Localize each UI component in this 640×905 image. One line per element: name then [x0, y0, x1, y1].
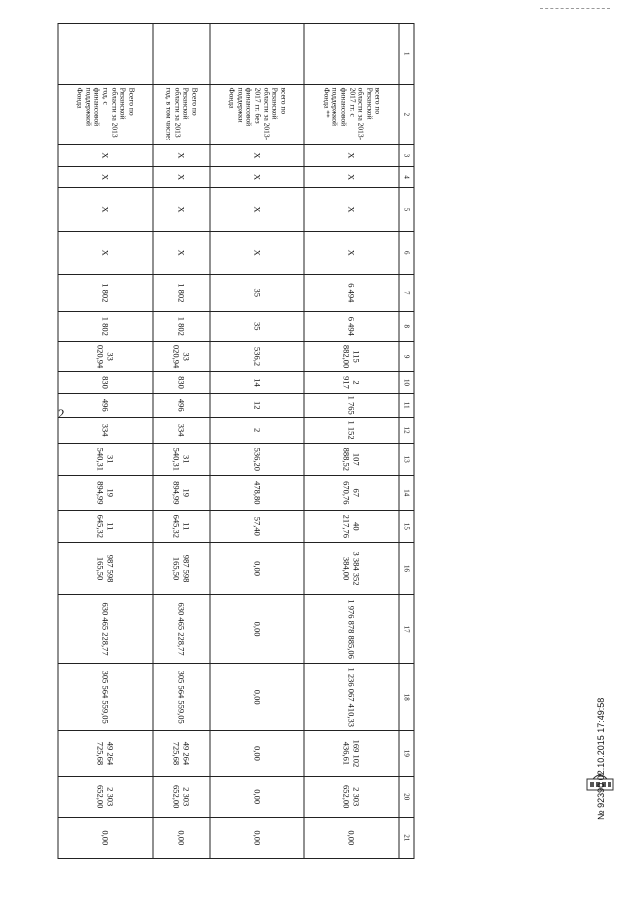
table-cell: 305 564 559,05 — [58, 664, 153, 731]
table-cell: 1 802 — [152, 274, 209, 311]
column-header: 11 — [399, 393, 414, 417]
column-header: 15 — [399, 510, 414, 542]
table-cell: X — [58, 188, 153, 231]
table-cell: X — [152, 231, 209, 274]
table-cell: 0,00 — [209, 731, 304, 776]
header-row — [399, 24, 414, 859]
table-cell: X — [58, 231, 153, 274]
table-cell: 67 670,76 — [304, 476, 399, 511]
table-cell: 334 — [58, 417, 153, 443]
table-cell: 334 — [152, 417, 209, 443]
table-cell: X — [209, 231, 304, 274]
table-cell: 35 — [209, 274, 304, 311]
column-header: 10 — [399, 372, 414, 394]
row-label: Всего по Рязанской области за 2013 год, с финансовой поддержкой Фонда — [58, 84, 153, 145]
table-cell: 536,20 — [209, 443, 304, 475]
table-cell: 2 303 652,00 — [58, 776, 153, 817]
table-cell: 1 802 — [152, 311, 209, 341]
table-row — [58, 24, 153, 859]
table-cell: 0,00 — [152, 817, 209, 858]
table-cell: 0,00 — [209, 543, 304, 595]
table-cell: 1 765 — [304, 393, 399, 417]
column-header: 21 — [399, 817, 414, 858]
table-cell: 35 — [209, 311, 304, 341]
table-body — [58, 24, 399, 859]
table-cell: 49 264 725,68 — [152, 731, 209, 776]
table-cell: X — [209, 188, 304, 231]
table-cell: 630 465 228,77 — [152, 594, 209, 663]
row-label: всего по Рязанской области за 2013-2017 гг. без финансовой поддержки Фонда — [209, 84, 304, 145]
table-cell: 0,00 — [58, 817, 153, 858]
row-number-cell — [152, 24, 209, 85]
table-cell: 830 — [152, 372, 209, 394]
signature-text: № 92390 02.10.2015 17:49:58 — [596, 697, 606, 820]
row-label: Всего по Рязанской области за 2013 год, в том числе: — [152, 84, 209, 145]
column-header: 16 — [399, 543, 414, 595]
table-cell: X — [304, 145, 399, 167]
row-number-cell — [304, 24, 399, 85]
table-cell: X — [152, 166, 209, 188]
column-header: 14 — [399, 476, 414, 511]
table-cell: 830 — [58, 372, 153, 394]
table-frame — [57, 23, 414, 859]
table-cell: 987 598 165,50 — [58, 543, 153, 595]
table-cell: 11 645,32 — [58, 510, 153, 542]
table-cell: 115 882,00 — [304, 341, 399, 371]
table-cell: 40 217,76 — [304, 510, 399, 542]
table-cell: 496 — [58, 393, 153, 417]
table-cell: 6 494 — [304, 311, 399, 341]
table-cell: X — [209, 145, 304, 167]
column-header: 6 — [399, 231, 414, 274]
table-cell: X — [58, 145, 153, 167]
column-header: 19 — [399, 731, 414, 776]
table-cell: X — [304, 231, 399, 274]
table-cell: 305 564 559,05 — [152, 664, 209, 731]
table-cell: 31 540,31 — [152, 443, 209, 475]
table-cell: X — [304, 166, 399, 188]
table-cell: 3 384 352 384,00 — [304, 543, 399, 595]
scan-noise — [540, 8, 610, 11]
column-header: 3 — [399, 145, 414, 167]
table-cell: 1 236 067 410,33 — [304, 664, 399, 731]
table-cell: 478,80 — [209, 476, 304, 511]
table-cell: 19 894,99 — [58, 476, 153, 511]
signature-stamp — [596, 640, 610, 820]
table-cell: 6 494 — [304, 274, 399, 311]
column-header: 12 — [399, 417, 414, 443]
row-number-cell — [58, 24, 153, 85]
table-cell: 19 894,99 — [152, 476, 209, 511]
table-cell: 0,00 — [209, 664, 304, 731]
table-cell: 0,00 — [209, 817, 304, 858]
table-cell: 12 — [209, 393, 304, 417]
table-row — [304, 24, 399, 859]
table-cell: 0,00 — [209, 594, 304, 663]
table-cell: 2 — [209, 417, 304, 443]
column-header: 20 — [399, 776, 414, 817]
column-header: 13 — [399, 443, 414, 475]
column-header: 18 — [399, 664, 414, 731]
table-cell: 0,00 — [209, 776, 304, 817]
table-cell: X — [58, 166, 153, 188]
table-cell: 57,40 — [209, 510, 304, 542]
row-label: всего по Рязанской области за 2013-2017 гг. с финансовой поддержкой Фонда ** — [304, 84, 399, 145]
column-header: 7 — [399, 274, 414, 311]
table-cell: 987 598 165,50 — [152, 543, 209, 595]
table-cell: 169 102 436,61 — [304, 731, 399, 776]
table-cell: X — [152, 145, 209, 167]
column-header: 2 — [399, 84, 414, 145]
table-cell: 2 917 — [304, 372, 399, 394]
row-number-cell — [209, 24, 304, 85]
table-cell: X — [304, 188, 399, 231]
column-header: 1 — [399, 24, 414, 85]
table-cell: 2 303 652,00 — [152, 776, 209, 817]
table-cell: 1 976 878 885,06 — [304, 594, 399, 663]
table-cell: X — [152, 188, 209, 231]
table-cell: 33 020,94 — [58, 341, 153, 371]
column-header: 9 — [399, 341, 414, 371]
column-header: 4 — [399, 166, 414, 188]
data-table — [57, 23, 414, 859]
table-cell: 49 264 725,68 — [58, 731, 153, 776]
table-cell: 1 802 — [58, 274, 153, 311]
table-cell: 2 303 652,00 — [304, 776, 399, 817]
table-cell: 14 — [209, 372, 304, 394]
table-cell: 1 152 — [304, 417, 399, 443]
table-cell: 31 540,31 — [58, 443, 153, 475]
table-cell: X — [209, 166, 304, 188]
table-cell: 0,00 — [304, 817, 399, 858]
table-cell: 536,2 — [209, 341, 304, 371]
table-row — [152, 24, 209, 859]
column-header: 17 — [399, 594, 414, 663]
table-row — [209, 24, 304, 859]
table-cell: 496 — [152, 393, 209, 417]
table-cell: 1 802 — [58, 311, 153, 341]
page-number: 2 — [58, 406, 65, 421]
column-header: 5 — [399, 188, 414, 231]
table-cell: 11 645,32 — [152, 510, 209, 542]
table-cell: 33 020,94 — [152, 341, 209, 371]
column-header: 8 — [399, 311, 414, 341]
table-cell: 107 888,52 — [304, 443, 399, 475]
table-cell: 630 465 228,77 — [58, 594, 153, 663]
